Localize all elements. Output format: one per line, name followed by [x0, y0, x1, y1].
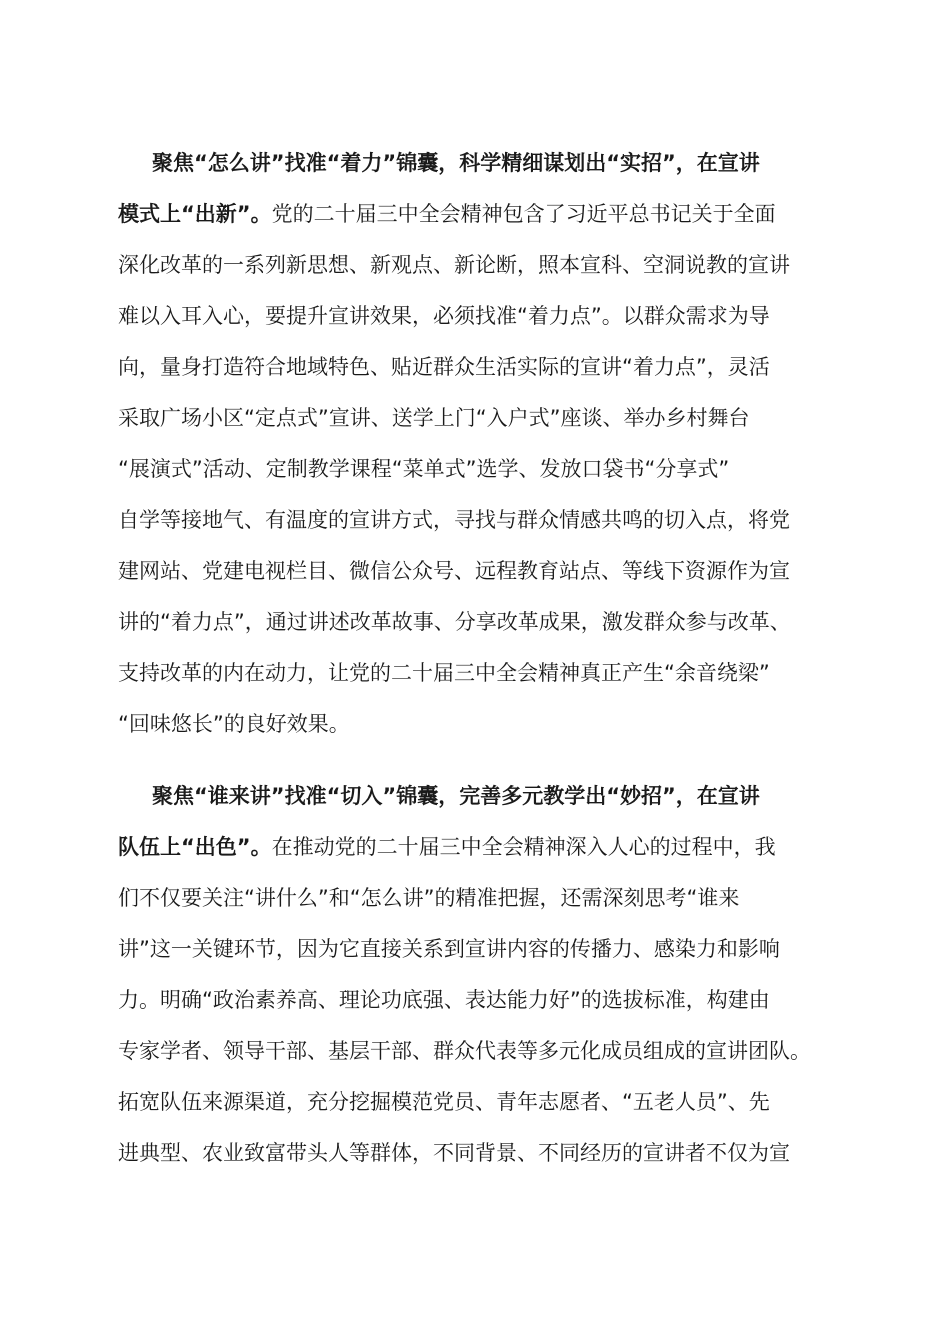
text-line: [118, 1077, 830, 1128]
text-line: [118, 822, 830, 873]
body-text: 向，量身打造符合地域特色、贴近群众生活实际的宣讲“着力点”，灵活: [118, 355, 770, 379]
body-text: 拓宽队伍来源渠道，充分挖掘模范党员、青年志愿者、“五老人员”、先: [118, 1090, 770, 1114]
text-line: [118, 924, 830, 975]
bold-heading-text: 聚焦“怎么讲”找准“着力”锦囊，科学精细谋划出“实招”，在宣讲: [152, 151, 760, 175]
text-line: [118, 393, 830, 444]
text-line: [118, 240, 830, 291]
body-text: 进典型、农业致富带头人等群体，不同背景、不同经历的宣讲者不仅为宣: [118, 1141, 790, 1165]
body-text: 支持改革的内在动力，让党的二十届三中全会精神真正产生“余音绕梁”: [118, 661, 770, 685]
body-text: 讲”这一关键环节，因为它直接关系到宣讲内容的传播力、感染力和影响: [118, 937, 780, 961]
body-text: 采取广场小区“定点式”宣讲、送学上门“入户式”座谈、举办乡村舞台: [118, 406, 750, 430]
body-text: 在推动党的二十届三中全会精神深入人心的过程中，我: [271, 835, 776, 859]
body-text: 讲的“着力点”，通过讲述改革故事、分享改革成果，激发群众参与改革、: [118, 610, 791, 634]
paragraph-who-preaches: [118, 771, 830, 1179]
text-line: [118, 291, 830, 342]
text-line: [118, 495, 830, 546]
text-line: [118, 546, 830, 597]
body-text: 建网站、党建电视栏目、微信公众号、远程教育站点、等线下资源作为宣: [118, 559, 790, 583]
body-text: 们不仅要关注“讲什么”和“怎么讲”的精准把握，还需深刻思考“谁来: [118, 886, 740, 910]
text-line: [118, 699, 830, 750]
body-text: “展演式”活动、定制教学课程“菜单式”选学、发放口袋书“分享式”: [118, 457, 730, 481]
text-line: [118, 444, 830, 495]
body-text: 专家学者、领导干部、基层干部、群众代表等多元化成员组成的宣讲团队。: [118, 1039, 811, 1063]
text-line: [118, 975, 830, 1026]
bold-heading-text: 队伍上“出色”。: [118, 835, 272, 859]
text-line: [118, 189, 830, 240]
text-line: [118, 138, 830, 189]
body-text: 自学等接地气、有温度的宣讲方式，寻找与群众情感共鸣的切入点，将党: [118, 508, 790, 532]
text-line: [118, 1026, 830, 1077]
body-text: “回味悠长”的良好效果。: [118, 712, 350, 736]
text-line: [118, 1128, 830, 1179]
body-text: 难以入耳入心，要提升宣讲效果，必须找准“着力点”。以群众需求为导: [118, 304, 770, 328]
text-line: [118, 342, 830, 393]
body-text: 深化改革的一系列新思想、新观点、新论断，照本宣科、空洞说教的宣讲: [118, 253, 790, 277]
text-line: [118, 648, 830, 699]
text-line: [118, 597, 830, 648]
text-line: [118, 771, 830, 822]
bold-heading-text: 聚焦“谁来讲”找准“切入”锦囊，完善多元教学出“妙招”，在宣讲: [152, 784, 760, 808]
bold-heading-text: 模式上“出新”。: [118, 202, 272, 226]
paragraph-how-to-preach: [118, 138, 830, 750]
text-line: [118, 873, 830, 924]
body-text: 力。明确“政治素养高、理论功底强、表达能力好”的选拔标准，构建由: [118, 988, 770, 1012]
body-text: 党的二十届三中全会精神包含了习近平总书记关于全面: [271, 202, 776, 226]
